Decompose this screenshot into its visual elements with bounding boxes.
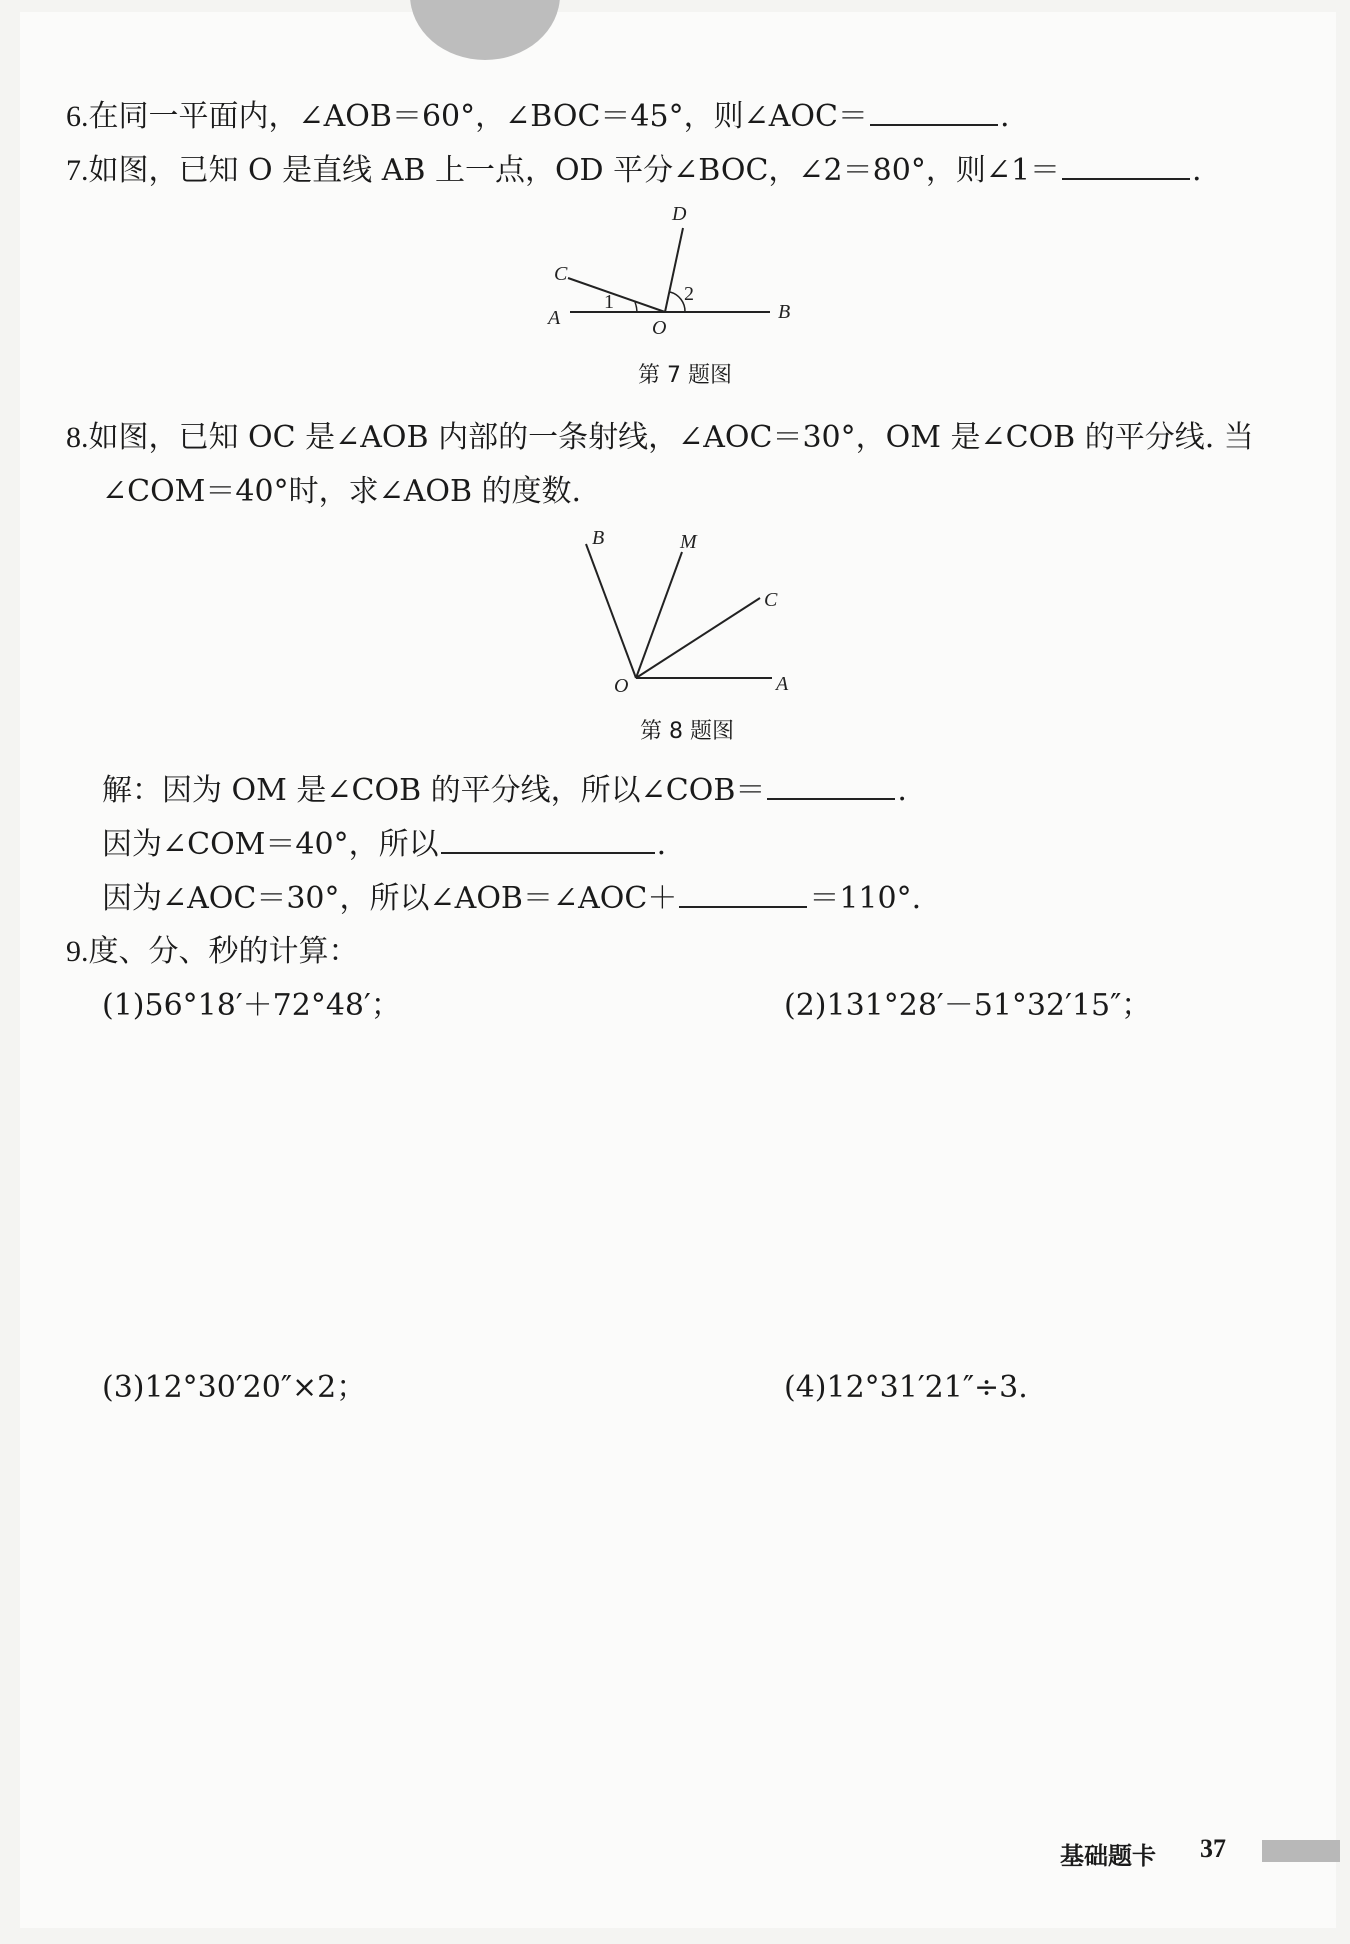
- ray-oc: [568, 278, 665, 312]
- label-c: C: [764, 589, 778, 611]
- solution-line-1-text: 解：因为 OM 是∠COB 的平分线，所以∠COB＝: [102, 773, 766, 808]
- question-7-end: .: [1192, 153, 1202, 188]
- angle-1-arc: [635, 302, 637, 312]
- question-7-answer-blank[interactable]: [1062, 148, 1190, 180]
- question-7: [66, 148, 1202, 191]
- question-8-line-1: [66, 418, 1254, 458]
- solution-blank-3[interactable]: [679, 876, 807, 908]
- question-8-number: 8.: [66, 421, 89, 454]
- label-c: C: [554, 263, 568, 285]
- label-b: B: [778, 301, 791, 323]
- question-7-number: 7.: [66, 154, 89, 187]
- question-8-line-2: ∠COM＝40°时，求∠AOB 的度数.: [102, 474, 582, 509]
- angle-2-arc: [670, 292, 685, 312]
- question-9-number: 9.: [66, 935, 89, 968]
- label-o: O: [614, 675, 629, 697]
- label-m: M: [680, 531, 697, 553]
- question-8-text-line-1: 如图，已知 OC 是∠AOB 内部的一条射线，∠AOC＝30°，OM 是∠COB 的平分线. 当: [88, 420, 1254, 455]
- solution-line-3-end: ＝110°.: [809, 881, 922, 916]
- ray-oc: [636, 598, 760, 678]
- question-6-number: 6.: [66, 100, 89, 133]
- solution-line-2-text: 因为∠COM＝40°，所以: [102, 827, 439, 862]
- question-9-item-3: (3)12°30′20″×2；: [102, 1370, 367, 1405]
- question-7-figure: [540, 200, 800, 340]
- label-a: A: [548, 307, 561, 329]
- question-9-title: [66, 932, 359, 972]
- question-7-text: 如图，已知 O 是直线 AB 上一点，OD 平分∠BOC，∠2＝80°，则∠1＝: [88, 153, 1061, 188]
- footer-bar-decoration: [1262, 1840, 1340, 1862]
- question-6-text: 在同一平面内，∠AOB＝60°，∠BOC＝45°，则∠AOC＝: [88, 99, 868, 134]
- ray-om: [636, 552, 682, 678]
- question-8-figure-caption: 第 8 题图: [640, 719, 734, 744]
- label-d: D: [672, 203, 687, 225]
- question-9-item-1: (1)56°18′＋72°48′；: [102, 988, 401, 1023]
- angle-1-label: 1: [604, 291, 614, 313]
- solution-line-1-end: .: [897, 773, 907, 808]
- solution-blank-1[interactable]: [767, 768, 895, 800]
- question-8-solution-line-3: [102, 876, 921, 919]
- question-9-item-4: (4)12°31′21″÷3.: [784, 1370, 1028, 1405]
- label-b: B: [592, 527, 605, 549]
- question-6: [66, 94, 1009, 137]
- question-8-solution-line-1: [102, 768, 907, 811]
- label-o: O: [652, 317, 667, 339]
- solution-line-3-text: 因为∠AOC＝30°，所以∠AOB＝∠AOC＋: [102, 881, 678, 916]
- question-9-item-2: (2)131°28′－51°32′15″；: [784, 988, 1152, 1023]
- question-6-end: .: [999, 99, 1010, 134]
- question-9-title-text: 度、分、秒的计算：: [88, 934, 359, 969]
- angle-2-label: 2: [684, 283, 694, 305]
- question-8-solution-line-2: [102, 822, 666, 865]
- footer-section-label: 基础题卡: [1060, 1842, 1156, 1870]
- page-number: 37: [1200, 1834, 1226, 1863]
- label-a: A: [776, 673, 789, 695]
- ray-ob: [586, 544, 636, 678]
- solution-blank-2[interactable]: [441, 822, 655, 854]
- solution-line-2-end: .: [656, 827, 667, 862]
- question-8-figure: [560, 522, 820, 702]
- question-7-figure-caption: 第 7 题图: [638, 363, 732, 388]
- question-6-answer-blank[interactable]: [870, 94, 998, 126]
